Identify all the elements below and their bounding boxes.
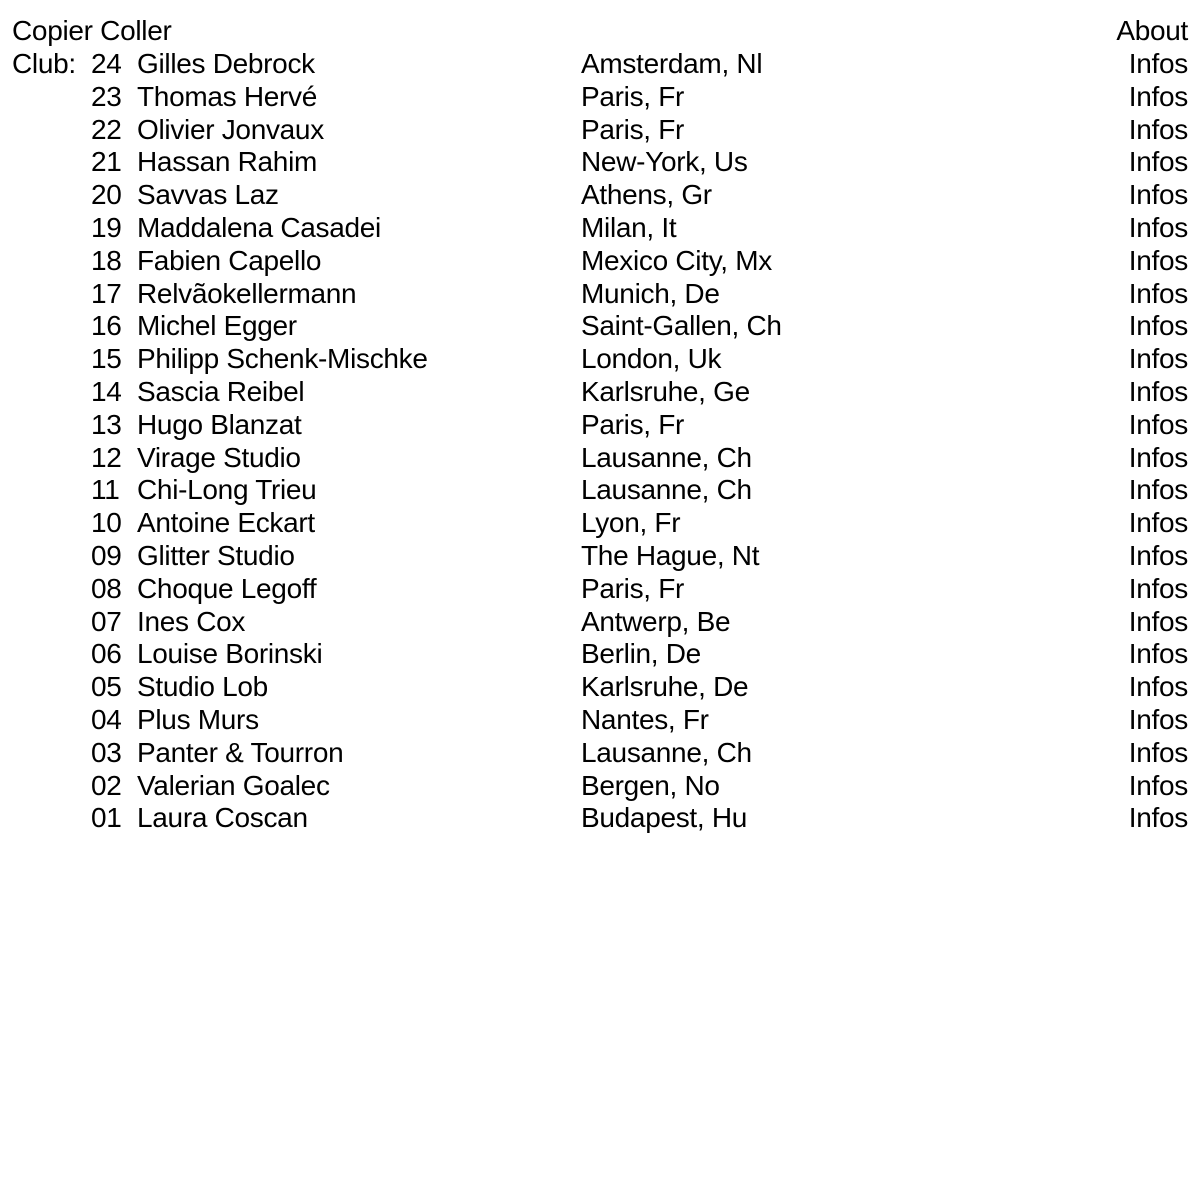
entry-number: 17	[91, 277, 122, 309]
entry-name[interactable]: Michel Egger	[137, 310, 297, 342]
site-title-link[interactable]: Copier Coller	[12, 15, 172, 46]
entry-name[interactable]: Valerian Goalec	[137, 769, 330, 801]
entry-city: Karlsruhe, Ge	[581, 375, 750, 407]
entry-number: 02	[91, 769, 122, 801]
club-entry-row[interactable]	[0, 146, 1200, 179]
entry-name[interactable]: Relvãokellermann	[137, 277, 357, 309]
entry-number: 12	[91, 441, 122, 473]
entry-name[interactable]: Philipp Schenk-Mischke	[137, 343, 428, 375]
entry-number: 06	[91, 638, 122, 670]
entry-name[interactable]: Thomas Hervé	[137, 80, 318, 112]
club-list	[0, 48, 1200, 835]
entry-name[interactable]: Hassan Rahim	[137, 146, 318, 178]
entry-number: 14	[91, 375, 122, 407]
entry-city: Berlin, De	[581, 638, 701, 670]
club-entry-row[interactable]	[0, 48, 1200, 81]
entry-name[interactable]: Sascia Reibel	[137, 375, 305, 407]
entry-infos-link[interactable]: Infos	[1128, 80, 1188, 112]
entry-number: 05	[91, 671, 122, 703]
entry-name[interactable]: Olivier Jonvaux	[137, 113, 324, 145]
entry-name[interactable]: Glitter Studio	[137, 539, 295, 571]
entry-infos-link[interactable]: Infos	[1128, 310, 1188, 342]
entry-number: 03	[91, 736, 122, 768]
entry-number: 22	[91, 113, 122, 145]
club-entry-row[interactable]	[0, 802, 1200, 835]
club-entry-row[interactable]	[0, 540, 1200, 573]
entry-city: Paris, Fr	[581, 572, 685, 604]
entry-name[interactable]: Virage Studio	[137, 441, 301, 473]
entry-number: 19	[91, 211, 122, 243]
entry-number: 04	[91, 703, 122, 735]
entry-infos-link[interactable]: Infos	[1128, 736, 1188, 768]
entry-infos-link[interactable]: Infos	[1128, 769, 1188, 801]
entry-city: Paris, Fr	[581, 408, 685, 440]
entry-city: Paris, Fr	[581, 80, 685, 112]
club-entry-row[interactable]	[0, 474, 1200, 507]
entry-city: Munich, De	[581, 277, 720, 309]
entry-name[interactable]: Chi-Long Trieu	[137, 474, 317, 506]
entry-name[interactable]: Ines Cox	[137, 605, 246, 637]
entry-infos-link[interactable]: Infos	[1128, 179, 1188, 211]
club-entry-row[interactable]	[0, 81, 1200, 114]
club-entry-row[interactable]	[0, 376, 1200, 409]
entry-infos-link[interactable]: Infos	[1128, 507, 1188, 539]
entry-infos-link[interactable]: Infos	[1128, 703, 1188, 735]
entry-city: Bergen, No	[581, 769, 720, 801]
entry-infos-link[interactable]: Infos	[1128, 572, 1188, 604]
entry-number: 15	[91, 343, 122, 375]
entry-infos-link[interactable]: Infos	[1128, 605, 1188, 637]
entry-number: 11	[91, 474, 120, 506]
club-entry-row[interactable]	[0, 638, 1200, 671]
entry-number: 16	[91, 310, 122, 342]
club-entry-row[interactable]	[0, 310, 1200, 343]
entry-name[interactable]: Louise Borinski	[137, 638, 323, 670]
entry-number: 08	[91, 572, 122, 604]
entry-infos-link[interactable]: Infos	[1128, 539, 1188, 571]
entry-number: 24	[91, 48, 122, 79]
entry-city: Lausanne, Ch	[581, 441, 752, 473]
entry-infos-link[interactable]: Infos	[1128, 211, 1188, 243]
entry-city: Milan, It	[581, 211, 677, 243]
club-entry-row[interactable]	[0, 179, 1200, 212]
entry-infos-link[interactable]: Infos	[1128, 146, 1188, 178]
entry-city: Saint-Gallen, Ch	[581, 310, 782, 342]
club-entry-row[interactable]	[0, 704, 1200, 737]
entry-infos-link[interactable]: Infos	[1128, 802, 1188, 834]
entry-infos-link[interactable]: Infos	[1128, 474, 1188, 506]
entry-city: New-York, Us	[581, 146, 748, 178]
entry-city: Budapest, Hu	[581, 802, 748, 834]
entry-name[interactable]: Plus Murs	[137, 703, 259, 735]
entry-city: The Hague, Nt	[581, 539, 760, 571]
club-label: Club:	[12, 48, 76, 79]
club-entry-row[interactable]	[0, 442, 1200, 475]
club-entry-row[interactable]	[0, 114, 1200, 147]
club-entry-row[interactable]	[0, 507, 1200, 540]
entry-city: Lausanne, Ch	[581, 736, 752, 768]
entry-name[interactable]: Panter & Tourron	[137, 736, 344, 768]
entry-city: Amsterdam, Nl	[581, 48, 763, 79]
entry-infos-link[interactable]: Infos	[1128, 638, 1188, 670]
entry-number: 21	[91, 146, 122, 178]
club-entry-row[interactable]	[0, 770, 1200, 803]
club-entry-row[interactable]	[0, 737, 1200, 770]
club-entry-row[interactable]	[0, 245, 1200, 278]
entry-infos-link[interactable]: Infos	[1128, 408, 1188, 440]
entry-infos-link[interactable]: Infos	[1128, 375, 1188, 407]
entry-city: Paris, Fr	[581, 113, 685, 145]
entry-city: London, Uk	[581, 343, 722, 375]
entry-infos-link[interactable]: Infos	[1128, 671, 1188, 703]
club-entry-row[interactable]	[0, 278, 1200, 311]
entry-city: Antwerp, Be	[581, 605, 731, 637]
entry-infos-link[interactable]: Infos	[1128, 244, 1188, 276]
entry-name[interactable]: Choque Legoff	[137, 572, 317, 604]
entry-name[interactable]: Studio Lob	[137, 671, 268, 703]
entry-infos-link[interactable]: Infos	[1128, 343, 1188, 375]
entry-infos-link[interactable]: Infos	[1128, 48, 1188, 79]
entry-number: 23	[91, 80, 122, 112]
entry-name[interactable]: Savvas Laz	[137, 179, 279, 211]
entry-city: Nantes, Fr	[581, 703, 709, 735]
entry-infos-link[interactable]: Infos	[1128, 277, 1188, 309]
club-entry-row[interactable]	[0, 212, 1200, 245]
entry-number: 07	[91, 605, 122, 637]
entry-city: Mexico City, Mx	[581, 244, 772, 276]
entry-name[interactable]: Antoine Eckart	[137, 507, 315, 539]
entry-name[interactable]: Maddalena Casadei	[137, 211, 381, 243]
entry-name[interactable]: Fabien Capello	[137, 244, 322, 276]
club-entry-row[interactable]	[0, 409, 1200, 442]
entry-number: 13	[91, 408, 122, 440]
club-entry-row[interactable]	[0, 671, 1200, 704]
entry-number: 18	[91, 244, 122, 276]
entry-number: 09	[91, 539, 122, 571]
entry-number: 10	[91, 507, 122, 539]
entry-name[interactable]: Hugo Blanzat	[137, 408, 302, 440]
club-entry-row[interactable]	[0, 573, 1200, 606]
club-entry-row[interactable]	[0, 343, 1200, 376]
entry-city: Lyon, Fr	[581, 507, 681, 539]
entry-city: Karlsruhe, De	[581, 671, 749, 703]
entry-name[interactable]: Laura Coscan	[137, 802, 308, 834]
entry-name[interactable]: Gilles Debrock	[137, 48, 315, 79]
about-link[interactable]: About	[1116, 15, 1188, 46]
club-entry-row[interactable]	[0, 606, 1200, 639]
entry-city: Athens, Gr	[581, 179, 712, 211]
entry-number: 01	[91, 802, 122, 834]
entry-infos-link[interactable]: Infos	[1128, 441, 1188, 473]
header	[12, 15, 1188, 48]
entry-city: Lausanne, Ch	[581, 474, 752, 506]
entry-infos-link[interactable]: Infos	[1128, 113, 1188, 145]
entry-number: 20	[91, 179, 122, 211]
